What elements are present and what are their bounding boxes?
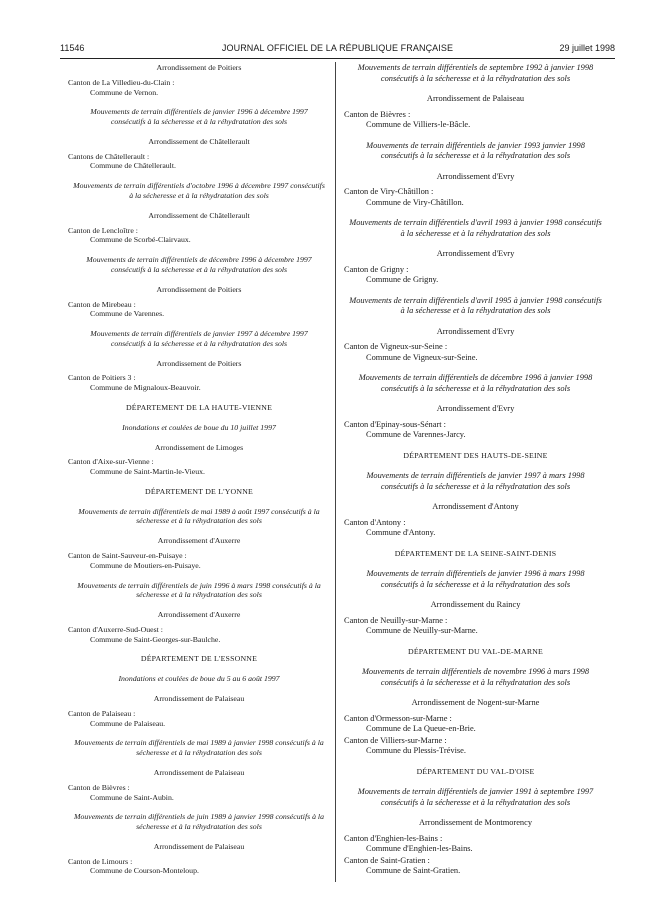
- commune-label: Commune de Mignaloux-Beauvoir.: [90, 383, 201, 393]
- event-description: Inondations et coulées de boue du 10 juillet 1997: [122, 422, 276, 432]
- departement-heading: DÉPARTEMENT DU VAL-DE-MARNE: [407, 646, 544, 656]
- arrondissement-heading: Arrondissement de Palaiseau: [153, 767, 245, 777]
- canton-label: Canton de Bièvres :: [68, 782, 130, 792]
- arrondissement-heading: Arrondissement de Nogent-sur-Marne: [411, 698, 540, 707]
- commune-label: Commune de Saint-Martin-le-Vieux.: [90, 467, 205, 477]
- arrondissement-heading: Arrondissement de Palaiseau: [426, 94, 525, 103]
- canton-label: Canton de Villiers-sur-Marne :: [344, 735, 447, 745]
- departement-heading: DÉPARTEMENT DE L'ESSONNE: [140, 654, 258, 664]
- arrondissement-heading: Arrondissement d'Evry: [436, 404, 515, 413]
- commune-label: Commune de Viry-Châtillon.: [366, 197, 464, 207]
- commune-label: Commune de Saint-Georges-sur-Baulche.: [90, 634, 221, 644]
- commune-label: Commune de Courson-Monteloup.: [90, 866, 199, 876]
- commune-label: Commune de Varennes.: [90, 309, 165, 319]
- canton-label: Canton d'Auxerre-Sud-Ouest :: [68, 624, 163, 634]
- arrondissement-heading: Arrondissement de Montmorency: [418, 818, 533, 827]
- event-description: Mouvements de terrain différentiels de janvier 1996 à décembre 1997 consécutifs à la sécheresse et à la réhydratation des sols: [90, 107, 308, 127]
- canton-label: Canton d'Enghien-les-Bains :: [344, 833, 443, 843]
- event-description: Mouvements de terrain différentiels d'avril 1993 à janvier 1998 consécutifs à la sécheresse et à la réhydratation des sols: [349, 218, 602, 238]
- canton-label: Canton de Bièvres :: [344, 109, 411, 119]
- departement-heading: DÉPARTEMENT DE L'YONNE: [145, 486, 253, 496]
- commune-label: Commune de Villiers-le-Bâcle.: [366, 120, 471, 129]
- right-column: [344, 63, 607, 877]
- canton-label: Canton d'Aixe-sur-Vienne :: [68, 457, 154, 467]
- departement-heading: DÉPARTEMENT DE LA HAUTE-VIENNE: [125, 402, 273, 412]
- commune-label: Commune de Scorbé-Clairvaux.: [90, 235, 191, 245]
- commune-label: Commune du Plessis-Trévise.: [366, 746, 466, 755]
- canton-label: Canton d'Epinay-sous-Sénart :: [344, 419, 446, 429]
- commune-label: Commune de Saint-Gratien.: [366, 866, 461, 875]
- column-divider: [335, 62, 336, 882]
- canton-label: Canton de Poitiers 3 :: [68, 373, 136, 383]
- commune-label: Commune de Moutiers-en-Puisaye.: [90, 560, 201, 570]
- commune-label: Commune de Saint-Aubin.: [90, 792, 174, 802]
- event-description: Inondations et coulées de boue du 5 au 6 août 1997: [118, 674, 280, 684]
- arrondissement-heading: Arrondissement de Poitiers: [156, 63, 242, 72]
- commune-label: Commune de Neuilly-sur-Marne.: [366, 626, 478, 635]
- event-description: Mouvements de terrain différentiels de janvier 1997 à mars 1998 consécutifs à la sécheresse et à la réhydratation des sols: [366, 471, 585, 491]
- arrondissement-heading: Arrondissement du Raincy: [430, 600, 521, 609]
- departement-heading: DÉPARTEMENT DE LA SEINE-SAINT-DENIS: [394, 548, 557, 558]
- canton-label: Canton de Neuilly-sur-Marne :: [344, 615, 448, 625]
- canton-label: Cantons de Châtellerault :: [68, 151, 150, 161]
- arrondissement-heading: Arrondissement d'Evry: [436, 326, 515, 336]
- departement-heading: DÉPARTEMENT DES HAUTS-DE-SEINE: [403, 450, 548, 460]
- event-description: Mouvements de terrain différentiels de mai 1989 à janvier 1998 consécutifs à la sécheresse et à la réhydratation des sols: [74, 738, 324, 758]
- arrondissement-heading: Arrondissement d'Antony: [432, 502, 519, 511]
- canton-label: Canton de Grigny :: [344, 264, 409, 274]
- event-description: Mouvements de terrain différentiels de juin 1989 à janvier 1998 consécutifs à la sécheresse et à la réhydratation des sols: [73, 812, 325, 832]
- commune-label: Commune d'Antony.: [366, 528, 436, 537]
- canton-label: Canton de Viry-Châtillon :: [344, 187, 434, 196]
- event-description: Mouvements de terrain différentiels de janvier 1996 à mars 1998 consécutifs à la sécheresse et à la réhydratation des sols: [366, 569, 585, 589]
- commune-label: Commune de Vernon.: [90, 87, 159, 97]
- commune-label: Commune de La Queue-en-Brie.: [366, 724, 476, 733]
- arrondissement-heading: Arrondissement d'Evry: [436, 171, 515, 181]
- commune-label: Commune d'Enghien-les-Bains.: [366, 844, 473, 853]
- arrondissement-heading: Arrondissement de Palaiseau: [153, 841, 245, 851]
- canton-label: Canton de Limours :: [68, 856, 133, 866]
- canton-label: Canton d'Antony :: [344, 517, 406, 527]
- canton-label: Canton de Lencloître :: [68, 225, 138, 235]
- commune-label: Commune de Châtellerault.: [90, 161, 176, 171]
- commune-label: Commune de Palaiseau.: [90, 718, 166, 728]
- event-description: Mouvements de terrain différentiels d'avril 1995 à janvier 1998 consécutifs à la sécheresse et à la réhydratation des sols: [349, 295, 602, 315]
- event-description: Mouvements de terrain différentiels de mai 1989 à août 1997 consécutifs à la sécheresse et à la réhydratation des sols: [78, 506, 320, 526]
- event-description: Mouvements de terrain différentiels de janvier 1991 à septembre 1997 consécutifs à la sécheresse et à la réhydratation des sols: [357, 787, 594, 807]
- commune-label: Commune de Vigneux-sur-Seine.: [366, 352, 478, 362]
- canton-label: Canton de Vigneux-sur-Seine :: [344, 342, 448, 351]
- event-description: Mouvements de terrain différentiels de décembre 1996 à décembre 1997 consécutifs à la sécheresse et à la réhydratation des sols: [86, 255, 312, 274]
- arrondissement-heading: Arrondissement de Châtellerault: [148, 136, 250, 146]
- canton-label: Canton de Palaiseau :: [68, 708, 136, 718]
- arrondissement-heading: Arrondissement de Poitiers: [156, 284, 242, 294]
- arrondissement-heading: Arrondissement d'Auxerre: [157, 536, 241, 546]
- departement-heading: DÉPARTEMENT DU VAL-D'OISE: [416, 766, 535, 776]
- event-description: Mouvements de terrain différentiels de novembre 1996 à mars 1998 consécutifs à la sécheresse et à la réhydratation des sols: [361, 667, 590, 687]
- canton-label: Canton de Saint-Sauveur-en-Puisaye :: [68, 551, 187, 560]
- commune-label: Commune de Grigny.: [366, 275, 439, 284]
- left-column: [68, 63, 330, 876]
- publication-date: 29 juillet 1998: [559, 43, 615, 53]
- event-description: Mouvements de terrain différentiels de juin 1996 à mars 1998 consécutifs à la sécheresse et à la réhydratation des sols: [77, 580, 321, 600]
- event-description: Mouvements de terrain différentiels de janvier 1997 à décembre 1997 consécutifs à la sécheresse et à la réhydratation des sols: [90, 329, 308, 348]
- canton-label: Canton de Mirebeau :: [68, 299, 136, 309]
- event-description: Mouvements de terrain différentiels d'octobre 1996 à décembre 1997 consécutifs à la sécheresse et à la réhydratation des sols: [73, 181, 325, 201]
- arrondissement-heading: Arrondissement de Limoges: [154, 442, 244, 452]
- journal-title: JOURNAL OFFICIEL DE LA RÉPUBLIQUE FRANÇAISE: [221, 43, 454, 53]
- arrondissement-heading: Arrondissement d'Auxerre: [157, 610, 241, 620]
- event-description: Mouvements de terrain différentiels de janvier 1993 janvier 1998 consécutifs à la sécheresse et à la réhydratation des sols: [366, 140, 585, 160]
- canton-label: Canton de La Villedieu-du-Clain :: [68, 77, 175, 87]
- arrondissement-heading: Arrondissement de Palaiseau: [153, 694, 245, 704]
- event-description: Mouvements de terrain différentiels de septembre 1992 à janvier 1998 consécutifs à la sécheresse et à la réhydratation des sols: [357, 63, 594, 83]
- header-rule: [60, 58, 615, 59]
- arrondissement-heading: Arrondissement de Châtellerault: [148, 210, 250, 220]
- event-description: Mouvements de terrain différentiels de décembre 1996 à janvier 1998 consécutifs à la sécheresse et à la réhydratation des sols: [358, 373, 593, 393]
- commune-label: Commune de Varennes-Jarcy.: [366, 430, 466, 439]
- canton-label: Canton de Saint-Gratien :: [344, 855, 430, 865]
- arrondissement-heading: Arrondissement d'Evry: [436, 249, 515, 258]
- page-number: 11546: [60, 43, 85, 53]
- page-header: [60, 43, 615, 57]
- canton-label: Canton d'Ormesson-sur-Marne :: [344, 713, 452, 723]
- arrondissement-heading: Arrondissement de Poitiers: [156, 358, 242, 368]
